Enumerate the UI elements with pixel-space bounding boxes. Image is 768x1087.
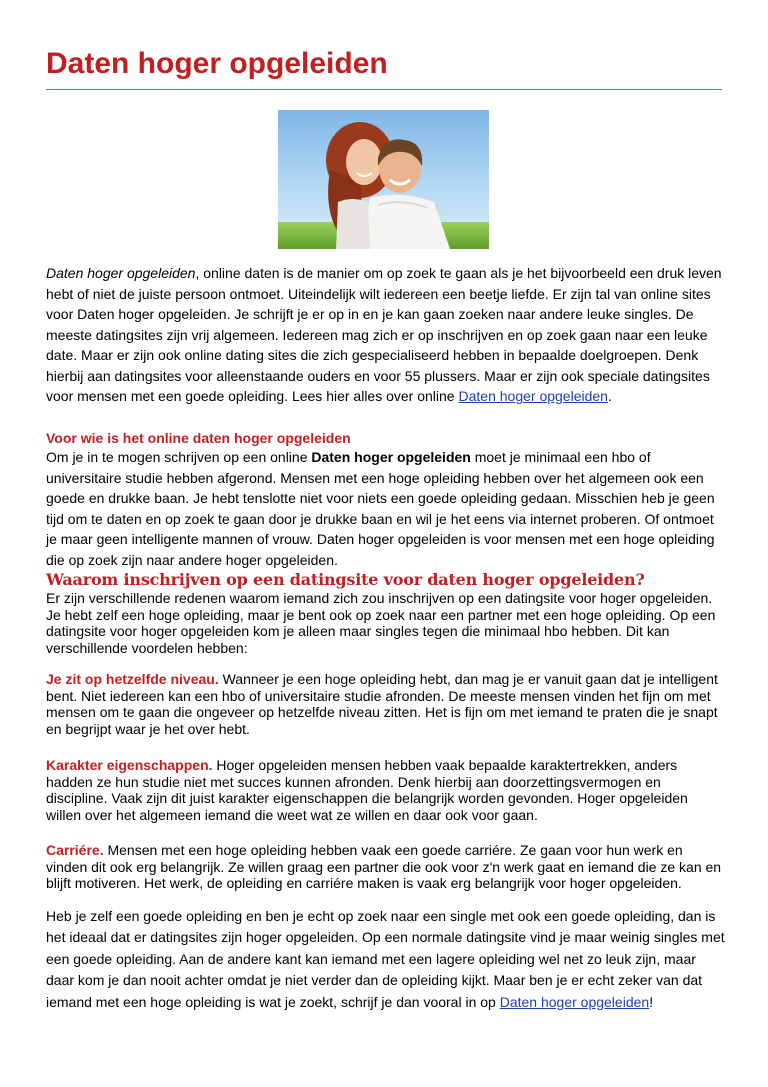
section1-text-after: moet je minimaal een hbo of universitaire studie hebben afgerond. Mensen met een hoge opleiding hebben over het algemeen ook een goede en drukke baan. Je hebt tenslotte niet voor niets een goede opleiding gedaan. Misschien heb je geen tijd om te daten en op zoek te gaan door je drukke baan en wil je het eens via internet proberen. Of ontmoet je maar geen intelligente mannen of vrouw. Daten hoger opgeleiden is voor mensen met een hoge opleiding die op zoek zijn naar andere hoger opgeleiden.: [46, 449, 715, 568]
closing-end: !: [649, 993, 654, 1010]
title-divider: [46, 89, 722, 90]
section1-text-before: Om je in te mogen schrijven op een online: [46, 449, 312, 465]
page-title: Daten hoger opgeleiden: [46, 47, 388, 80]
point-paragraph-career: [46, 842, 726, 892]
point-paragraph-level: [46, 671, 726, 737]
closing-text: Heb je zelf een goede opleiding en ben je echt op zoek naar een single met ook een goede opleiding, dan is het ideaal dat er datingsites zijn hoger opgeleiden. Op een normale datingsite vind je maar weinig singles met een goede opleiding. Aan de andere kant kan iemand met een lagere opleiding wel net zo leuk zijn, maar daar kom je dan nooit achter omdat je niet verder dan de opleiding kijkt. Maar ben je er echt zeker van dat iemand met een hoge opleiding is wat je zoekt, schrijf je dan vooral in op: [46, 908, 725, 1010]
point-paragraph-character: [46, 757, 726, 823]
intro-link[interactable]: Daten hoger opgeleiden: [458, 388, 608, 404]
section2-heading: Waarom inschrijven op een datingsite voor daten hoger opgeleiden?: [46, 570, 645, 589]
section1-heading: Voor wie is het online daten hoger opgeleiden: [46, 430, 351, 446]
intro-paragraph: [46, 263, 726, 407]
section1-paragraph: [46, 447, 726, 570]
closing-paragraph: [46, 906, 726, 1013]
point-lead-career: Carriére.: [46, 842, 104, 858]
point-lead-character: Karakter eigenschappen.: [46, 757, 213, 773]
point-lead-level: Je zit op hetzelfde niveau.: [46, 671, 219, 687]
point-text-career: Mensen met een hoge opleiding hebben vaak een goede carriére. Ze gaan voor hun werk en vinden dit ook erg belangrijk. Ze willen graag een partner die ook voor z'n werk gaat en iemand die ze kan en blijft motiveren. Het werk, de opleiding en carriére maken is vaak erg belangrijk voor hoger opgeleiden.: [46, 842, 722, 892]
section2-paragraph: Er zijn verschillende redenen waarom iemand zich zou inschrijven op een datingsite voor hoger opgeleiden. Je hebt zelf een hoge opleiding, maar je bent ook op zoek naar een partner met een hoge opleiding. Op een datingsite voor hoger opgeleiden kom je alleen maar singles tegen die minimaal hbo hebben. Dit kan verschillende voordelen hebben:: [46, 590, 716, 656]
section1-bold: Daten hoger opgeleiden: [311, 449, 471, 465]
point-text-character: Hoger opgeleiden mensen hebben vaak bepaalde karaktertrekken, anders hadden ze hun studie niet met succes kunnen afronden. Denk hierbij aan doorzettingsvermogen en discipline. Vaak zijn dit juist karakter eigenschappen die belangrijk worden gevonden. Hoger opgeleiden willen over het algemeen iemand die weet wat ze willen en daar ook voor gaan.: [46, 757, 688, 823]
closing-link[interactable]: Daten hoger opgeleiden: [499, 993, 650, 1010]
point-text-level: Wanneer je een hoge opleiding hebt, dan mag je er vanuit gaan dat je intelligent bent. Niet iedereen kan een hbo of universitaire studie afronden. De meeste mensen vinden het fijn om met mensen om te gaan die ongeveer op hetzelfde niveau zitten. Het is fijn om met iemand te praten die je snapt en begrijpt waar je het over hebt.: [46, 671, 718, 737]
intro-text: , online daten is de manier om op zoek te gaan als je het bijvoorbeeld een druk leven hebt of niet de juiste persoon ontmoet. Uiteindelijk wilt iedereen een beetje liefde. Er zijn tal van online sites voor Daten hoger opgeleiden. Je schrijft je er op in en je kan gaan zoeken naar andere leuke singles. De meeste datingsites zijn vrij algemeen. Iedereen mag zich er op inschrijven en op zoek gaan naar een leuke date. Maar er zijn ook online dating sites die zich gespecialiseerd hebben in bepaalde doelgroepen. Denk hierbij aan datingsites voor alleenstaande ouders en voor 55 plussers. Maar er zijn ook speciale datingsites voor mensen met een goede opleiding. Lees hier alles over online: [46, 265, 722, 404]
intro-end: .: [607, 388, 612, 404]
couple-photo: [278, 110, 489, 249]
intro-lead: Daten hoger opgeleiden: [46, 265, 196, 281]
